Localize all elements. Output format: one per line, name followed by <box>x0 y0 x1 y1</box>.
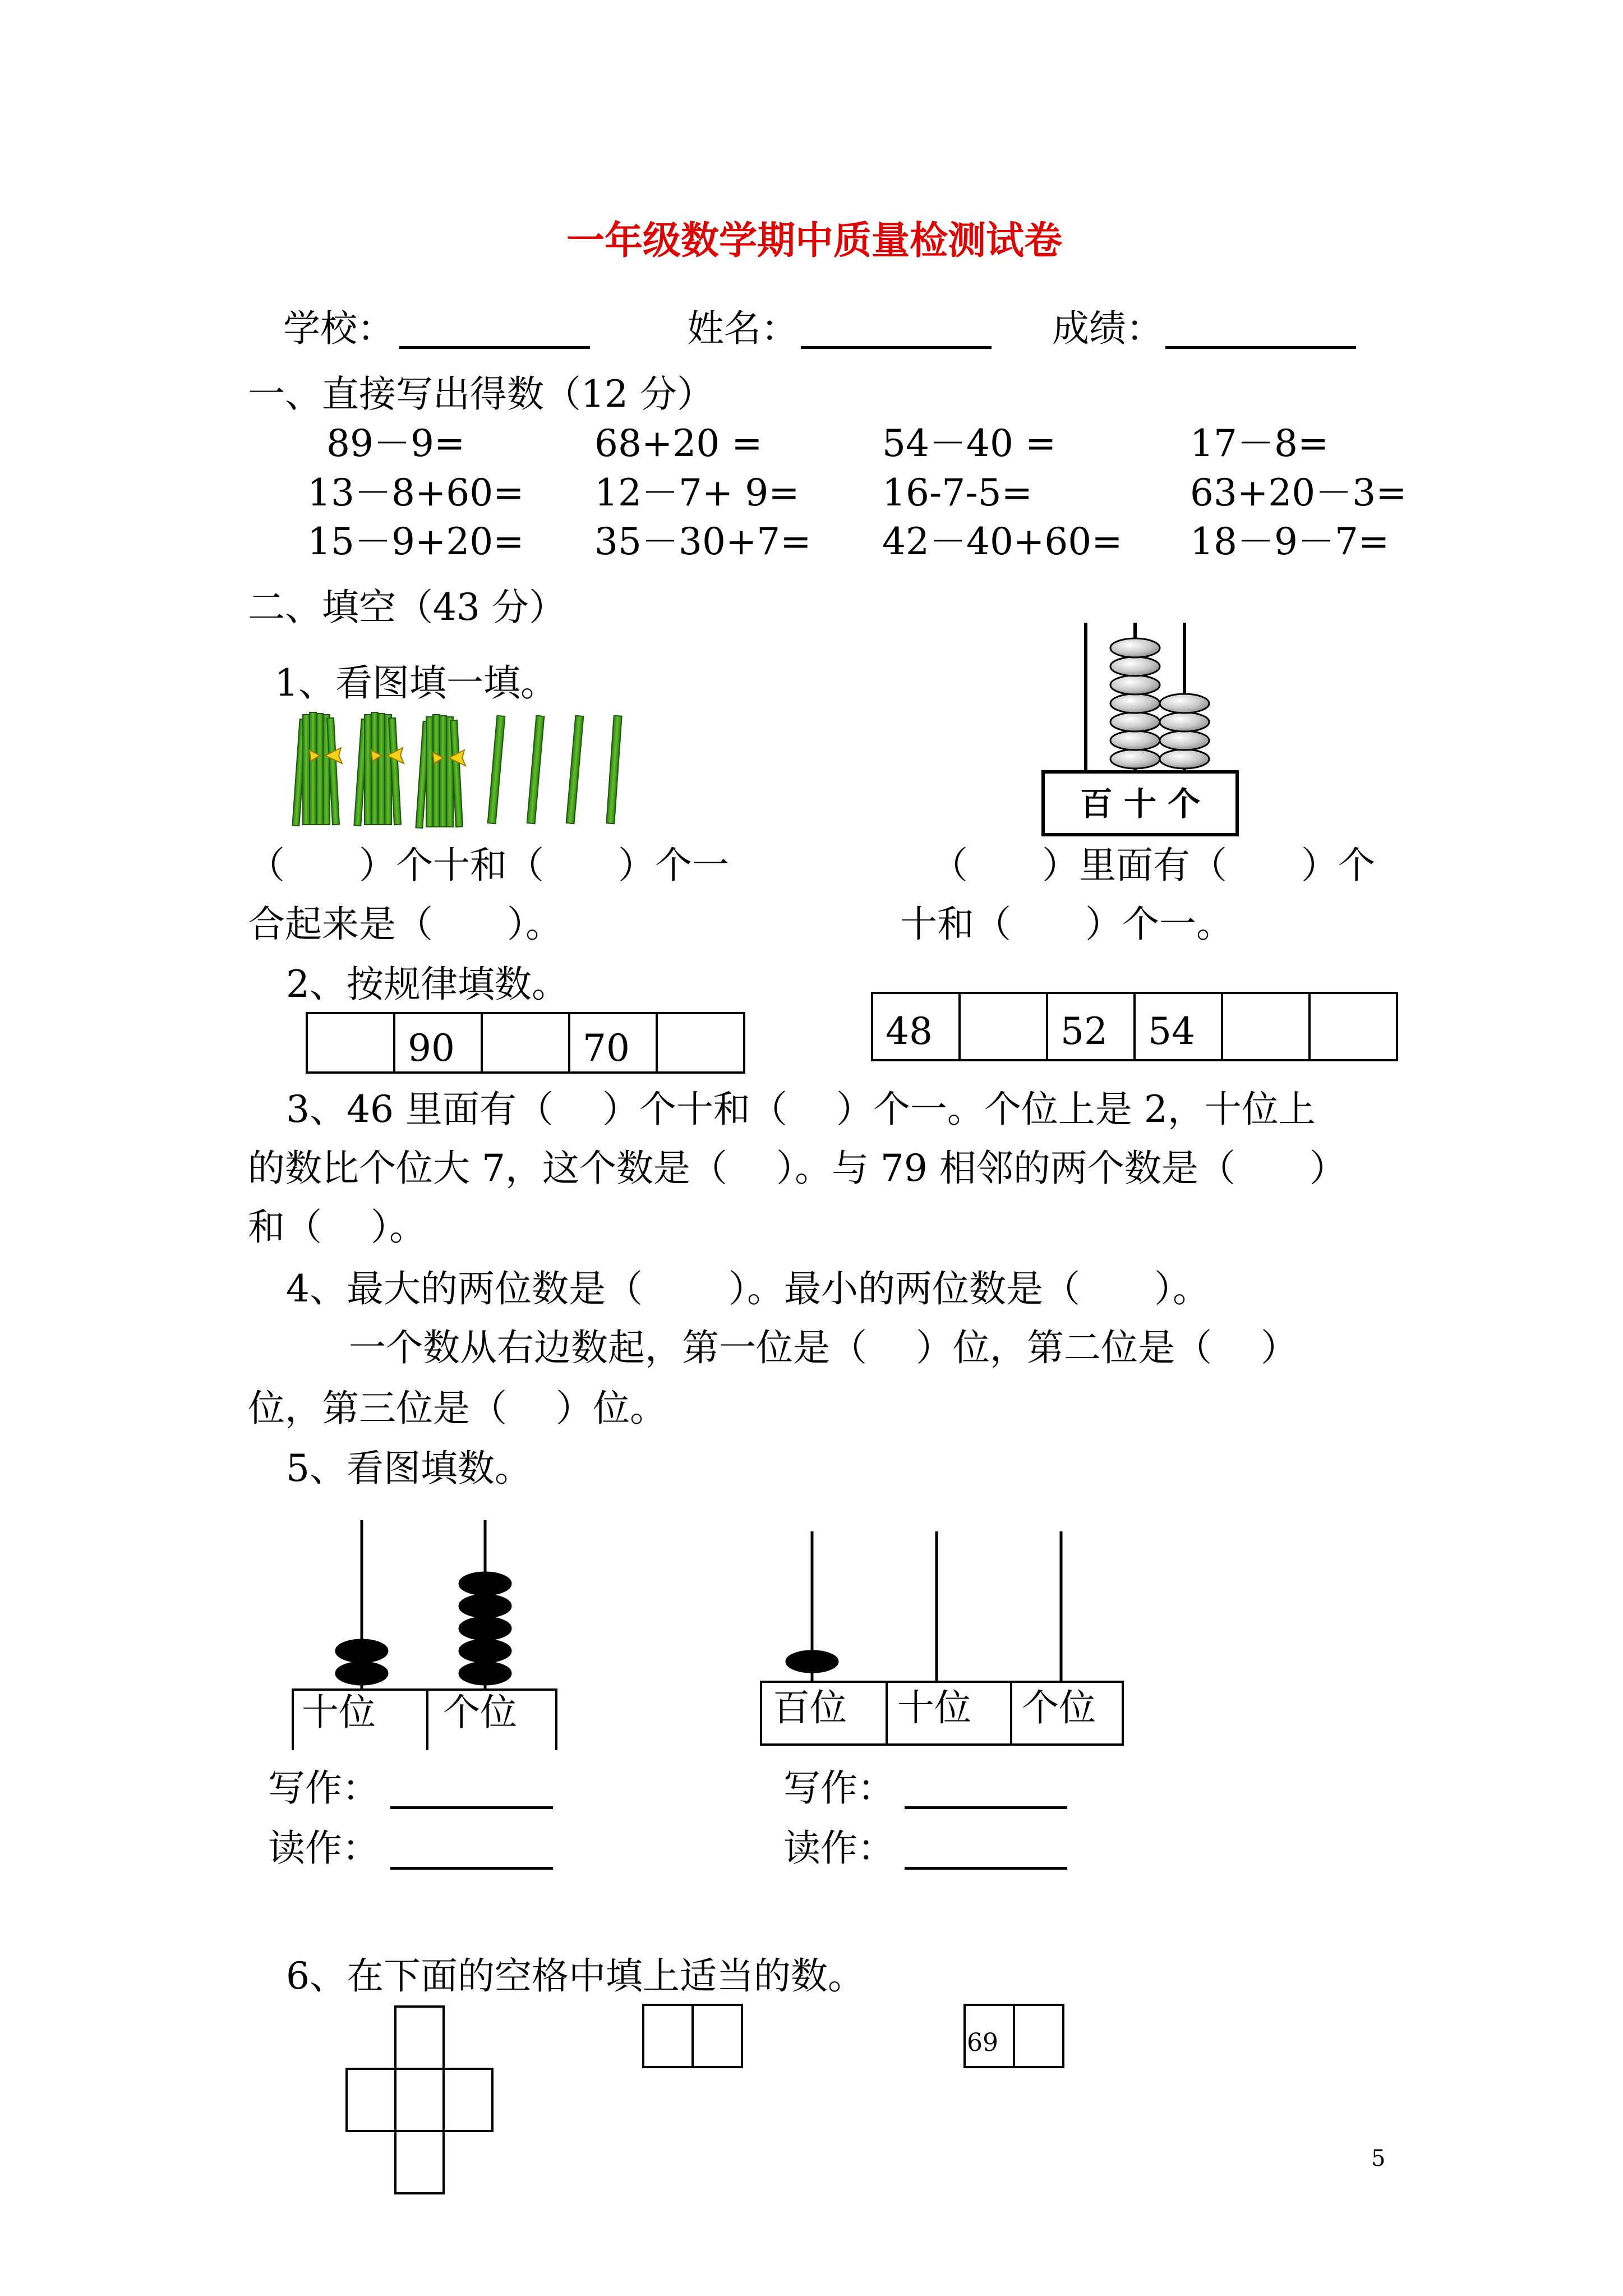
q1-label: 1、看图填一填。 <box>275 661 557 705</box>
calc-item: 54－40 = <box>882 422 1057 465</box>
abacus-bead <box>1160 712 1209 731</box>
q5-label: 5、看图填数。 <box>286 1447 532 1490</box>
write-answer-field[interactable] <box>905 1806 1067 1809</box>
sequence-box[interactable] <box>306 1012 395 1074</box>
sequence-box[interactable] <box>958 992 1048 1061</box>
stick-bundles-image <box>292 708 651 831</box>
abacus-bead <box>1110 731 1160 750</box>
grid-cell[interactable] <box>642 2004 694 2068</box>
place-label-tens: 十位 <box>897 1686 971 1729</box>
school-label: 学校： <box>283 307 394 350</box>
grid-cell[interactable] <box>394 2130 445 2194</box>
name-field[interactable] <box>801 346 992 349</box>
sequence-box[interactable] <box>1308 992 1398 1061</box>
section1-heading: 一、直接写出得数（12 分） <box>248 372 714 416</box>
q3-line1: 3、46 里面有（ ）个十和（ ）个一。个位上是 2，十位上 <box>286 1088 1316 1131</box>
page-number: 5 <box>1371 2146 1386 2171</box>
ten-stick-bundle <box>354 712 404 826</box>
abacus-place-labels: 百 十 个 <box>1080 785 1201 823</box>
single-stick <box>566 716 584 823</box>
read-label: 读作： <box>783 1826 895 1870</box>
abacus-bead <box>1110 694 1160 713</box>
abacus-bead <box>459 1640 511 1662</box>
ten-stick-bundle <box>292 712 342 826</box>
grid-cell[interactable] <box>394 2068 445 2132</box>
calc-item: 89－9= <box>326 422 465 465</box>
read-answer-field[interactable] <box>390 1867 553 1870</box>
sequence-box: 54 <box>1133 992 1223 1061</box>
read-answer-field[interactable] <box>905 1867 1067 1870</box>
place-label-ones: 个位 <box>1022 1686 1096 1729</box>
calc-item: 35－30+7= <box>594 520 811 563</box>
read-label: 读作： <box>268 1826 379 1870</box>
q6-label: 6、在下面的空格中填上适当的数。 <box>286 1954 865 1998</box>
abacus-image <box>1031 622 1244 840</box>
q4-line1: 4、最大的两位数是（ ）。最小的两位数是（ ）。 <box>286 1267 1210 1310</box>
sequence-box[interactable] <box>656 1012 745 1074</box>
sequence-box: 90 <box>393 1012 483 1074</box>
section2-heading: 二、填空（43 分） <box>248 586 566 629</box>
q1-left-line1: （ ）个十和（ ）个一 <box>248 844 729 887</box>
abacus-bead <box>1160 749 1209 769</box>
ten-stick-bundle <box>416 715 465 828</box>
calc-item: 12－7+ 9= <box>594 471 800 514</box>
abacus-bead <box>1110 749 1160 769</box>
sequence-box: 48 <box>871 992 961 1061</box>
calc-item: 63+20－3= <box>1190 471 1407 514</box>
grid-cell[interactable] <box>442 2068 494 2132</box>
grid-cell[interactable] <box>345 2068 396 2132</box>
calc-item: 13－8+60= <box>307 471 524 514</box>
name-label: 姓名： <box>687 307 798 350</box>
sequence-box[interactable] <box>481 1012 570 1074</box>
calc-item: 15－9+20= <box>307 520 524 563</box>
q2-label: 2、按规律填数。 <box>286 963 569 1006</box>
grid-cell[interactable] <box>691 2004 743 2068</box>
abacus-bead <box>1160 694 1209 713</box>
calc-item: 16-7-5= <box>882 471 1032 514</box>
place-label-tens: 十位 <box>302 1691 376 1734</box>
q4-line2: 一个数从右边数起，第一位是（ ）位，第二位是（ ） <box>349 1326 1298 1369</box>
q1-right-line2: 十和（ ）个一。 <box>900 903 1233 946</box>
abacus-bead <box>459 1595 511 1617</box>
grid-cell[interactable] <box>1013 2004 1064 2068</box>
sequence-box: 70 <box>568 1012 658 1074</box>
abacus-bead <box>786 1651 838 1672</box>
single-stick <box>527 716 545 823</box>
abacus-bead <box>336 1662 388 1685</box>
calc-item: 18－9－7= <box>1190 520 1390 563</box>
abacus-bead <box>459 1662 511 1685</box>
abacus-bead <box>336 1640 388 1662</box>
abacus-bead <box>1110 712 1160 731</box>
calc-item: 42－40+60= <box>882 520 1123 563</box>
grid-cell[interactable] <box>394 2005 445 2070</box>
place-label-ones: 个位 <box>443 1691 517 1734</box>
q1-right-line1: （ ）里面有（ ）个 <box>931 844 1375 887</box>
page-title: 一年级数学期中质量检测试卷 <box>566 218 1063 263</box>
q3-line2: 的数比个位大 7，这个数是（ ）。与 79 相邻的两个数是（ ） <box>248 1147 1347 1190</box>
grid-cell: 69 <box>963 2004 1015 2068</box>
single-stick <box>606 716 621 824</box>
sequence-box[interactable] <box>1221 992 1311 1061</box>
single-stick <box>488 716 505 823</box>
write-label: 写作： <box>268 1766 379 1810</box>
abacus-bead <box>459 1617 511 1640</box>
q1-left-line2: 合起来是（ ）。 <box>248 903 562 946</box>
calc-item: 68+20 = <box>594 422 763 465</box>
abacus-bead <box>459 1572 511 1595</box>
sequence-box: 52 <box>1046 992 1136 1061</box>
school-field[interactable] <box>399 346 590 349</box>
calc-item: 17－8= <box>1190 422 1329 465</box>
abacus-bead <box>1110 675 1160 694</box>
place-label-hundreds: 百位 <box>773 1686 847 1729</box>
abacus-bead <box>1110 638 1160 657</box>
abacus-bead <box>1160 731 1209 750</box>
score-field[interactable] <box>1165 346 1356 349</box>
q3-line3: 和（ ）。 <box>248 1205 426 1249</box>
score-label: 成绩： <box>1052 307 1163 350</box>
q4-line3: 位，第三位是（ ）位。 <box>248 1387 667 1430</box>
write-answer-field[interactable] <box>390 1806 553 1809</box>
write-label: 写作： <box>783 1766 895 1810</box>
abacus-bead <box>1110 657 1160 676</box>
